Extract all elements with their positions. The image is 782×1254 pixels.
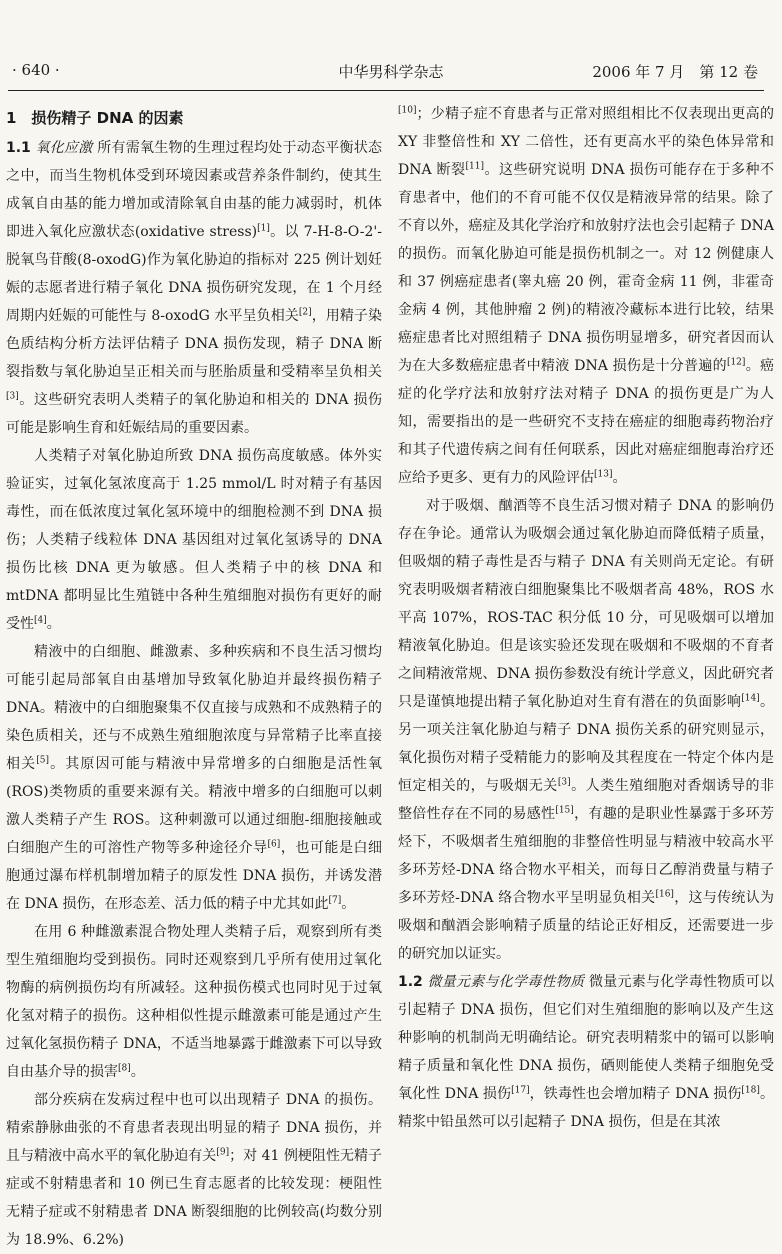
citation: [16] [655, 889, 674, 900]
subsection-title: 微量元素与化学毒性物质 [427, 974, 585, 990]
text: 。这些研究表明人类精子的氧化胁迫和相关的 DNA 损伤可能是影响生育和妊娠结局的重要因素。 [6, 392, 382, 436]
citation: [4] [34, 615, 47, 626]
paragraph [6, 1086, 382, 1254]
citation: [2] [298, 307, 312, 318]
citation: [12] [726, 357, 746, 368]
citation: [3] [6, 391, 19, 402]
citation: [17] [511, 1085, 530, 1096]
journal-title: 中华男科学杂志 [338, 63, 444, 81]
section-heading: 1 损伤精子 DNA 的因素 [6, 109, 184, 127]
paragraph [6, 442, 382, 638]
text: ，也可能是白细胞通过瀑布样机制增加精子的原发性 DNA 损伤，并诱发潜在 DNA 损伤，在形态差、活力低的精子中尤其如此 [6, 840, 383, 912]
text: 。人类生殖细胞对香烟诱导的非整倍性存在不同的易感性 [398, 778, 775, 822]
paragraph [6, 638, 382, 918]
citation: [9] [216, 1147, 230, 1158]
issue-info: 2006 年 7 月 第 12 卷 [592, 63, 758, 81]
text: 。以 7-H-8-O-2'-脱氧鸟苷酸(8-oxodG)作为氧化胁迫的指标对 225 例计划妊娠的志愿者进行精子氧化 DNA 损伤研究发现，在 1 个月经周期内妊娠的可能性与 8-oxodG 水平呈负相关 [6, 224, 382, 324]
text: 人类精子对氧化胁迫所致 DNA 损伤高度敏感。体外实验证实，过氧化氢浓度高于 1.25 mmol/L 时对精子有基因毒性，而在低浓度过氧化氢环境中的细胞检测不到 DNA 损伤；人类精子线粒体 DNA 基因组对过氧化氢诱导的 DNA 损伤比核 DNA 更为敏感。但人类精子中的核 DNA 和 mtDNA 都明显比生殖链中各种生殖细胞对损伤有更好的耐受性 [6, 448, 382, 632]
citation: [8] [118, 1063, 131, 1074]
text: 。 [130, 1064, 145, 1080]
right-column [398, 100, 774, 1136]
header-rule [8, 90, 764, 91]
text: 。另一项关注氧化胁迫与精子 DNA 损伤关系的研究则显示，氧化损伤对精子受精能力的影响及其程度在一特定个体内是恒定相关的，与吸烟无关 [398, 694, 775, 794]
citation: [5] [36, 755, 50, 766]
page-number: · 640 · [12, 61, 60, 79]
citation: [1] [257, 223, 270, 234]
text: ，这与传统认为吸烟和酗酒会影响精子质量的结论正好相反，还需要进一步的研究加以证实。 [398, 890, 775, 962]
citation: [11] [465, 161, 485, 172]
citation: [18] [741, 1085, 760, 1096]
text: 。 [341, 896, 356, 912]
citation: [7] [328, 895, 342, 906]
text: 部分疾病在发病过程中也可以出现精子 DNA 的损伤。精索静脉曲张的不育患者表现出明显的精子 DNA 损伤，并且与精液中高水平的氧化胁迫有关 [6, 1092, 382, 1164]
text: ；对 41 例梗阻性无精子症或不射精患者和 10 例已生育志愿者的比较发现：梗阻性无精子症或不射精患者 DNA 断裂细胞的比例较高(均数分别为 18.9%、6.2%) [6, 1148, 383, 1248]
citation: [15] [555, 805, 574, 816]
paragraph [6, 918, 382, 1086]
text: 。癌症的化学疗法和放射疗法对精子 DNA 的损伤更是广为人知，需要指出的是一些研究不支持在癌症的细胞毒药物治疗和其子代遗传病之间有任何联系，因此对癌症细胞毒治疗还应给予更多、更有力的风险评估 [398, 358, 775, 486]
subsection-number: 1.1 [6, 140, 31, 156]
text: ，铁毒性也会增加精子 DNA 损伤 [529, 1086, 742, 1102]
text: 。其原因可能与精液中异常增多的白细胞是活性氧(ROS)类物质的重要来源有关。精液中增多的白细胞可以刺激人类精子产生 ROS。这种刺激可以通过细胞-细胞接触或白细胞产生的可溶性产物等多种途径介导 [6, 756, 383, 856]
text: 。 [46, 616, 61, 632]
text: 。 [612, 470, 627, 486]
citation: [3] [557, 777, 571, 788]
text: 。这些研究说明 DNA 损伤可能存在于多种不育患者中，他们的不育可能不仅仅是精液异常的结果。除了不育以外，癌症及其化学治疗和放射疗法也会引起精子 DNA 的损伤。而氧化胁迫可能是损伤机制之一。对 12 例健康人和 37 例癌症患者(睾丸癌 20 例，霍奇金病 11 例，非霍奇金病 4 例，其他肿瘤 2 例)的精液冷藏标本进行比较，结果癌症患者比对照组精子 DNA 损伤明显增多，研究者因而认为在大多数癌症患者中精液 DNA 损伤是十分普遍的 [398, 162, 775, 374]
citation: [10] [398, 105, 417, 116]
subsection-number: 1.2 [398, 974, 423, 990]
citation: [6] [267, 839, 281, 850]
text: 在用 6 种雌激素混合物处理人类精子后，观察到所有类型生殖细胞均受到损伤。同时还观察到几乎所有使用过氧化物酶的病例损伤均有所减轻。这种损伤模式也同时见于过氧化氢对精子的损伤。这种相似性提示雌激素可能是通过产生过氧化氢损伤精子 DNA，不适当地暴露于雌激素下可以导致自由基介导的损害 [6, 924, 382, 1080]
citation: [14] [741, 693, 760, 704]
paragraph [398, 492, 774, 968]
paragraph [398, 968, 774, 1136]
paragraph [6, 134, 382, 442]
text: 精液中的白细胞、雌激素、多种疾病和不良生活习惯均可能引起局部氧自由基增加导致氧化胁迫并最终损伤精子 DNA。精液中的白细胞聚集不仅直接与成熟和不成熟精子的染色质相关，还与不成熟生殖细胞浓度与异常精子比率直接相关 [6, 644, 382, 772]
text: 对于吸烟、酗酒等不良生活习惯对精子 DNA 的影响仍存在争论。通常认为吸烟会通过氧化胁迫而降低精子质量，但吸烟的精子毒性是否与精子 DNA 有关则尚无定论。有研究表明吸烟者精液白细胞聚集比不吸烟者高 48%，ROS 水平高 107%，ROS-TAC 积分低 10 分，可见吸烟可以增加精液氧化胁迫。但是该实验还发现在吸烟和不吸烟的不育者之间精液常规、DNA 损伤参数没有统计学意义，因此研究者只是谨慎地提出精子氧化胁迫对生育有潜在的负面影响 [398, 498, 774, 710]
text: 。精浆中铅虽然可以引起精子 DNA 损伤，但是在其浓 [398, 1086, 774, 1130]
paragraph-continued [398, 100, 774, 492]
text: ，有趣的是职业性暴露于多环芳烃下，不吸烟者生殖细胞的非整倍性明显与精液中较高水平多环芳烃-DNA 络合物水平相关，而每日乙醇消费量与精子多环芳烃-DNA 络合物水平呈明显负相关 [398, 806, 775, 906]
citation: [13] [594, 469, 613, 480]
subsection-title: 氧化应激 [35, 140, 93, 156]
text: ；少精子症不育患者与正常对照组相比不仅表现出更高的 XY 非整倍性和 XY 二倍性，还有更高水平的染色体异常和 DNA 断裂 [398, 106, 774, 178]
text: ，用精子染色质结构分析方法评估精子 DNA 损伤发现，精子 DNA 断裂指数与氧化胁迫呈正相关而与胚胎质量和受精率呈负相关 [6, 308, 383, 380]
text: 微量元素与化学毒性物质可以引起精子 DNA 损伤，但它们对生殖细胞的影响以及产生这种影响的机制尚无明确结论。研究表明精浆中的镉可以影响精子质量和氧化性 DNA 损伤，硒则能使人类精子细胞免受氧化性 DNA 损伤 [398, 974, 774, 1102]
running-header [0, 55, 782, 85]
left-column [6, 100, 382, 1254]
text: 所有需氧生物的生理过程均处于动态平衡状态之中，而当生物机体受到环境因素或营养条件制约，使其生成氧自由基的能力增加或清除氧自由基的能力减弱时，机体即进入氧化应激状态(oxidative stress) [6, 140, 383, 240]
